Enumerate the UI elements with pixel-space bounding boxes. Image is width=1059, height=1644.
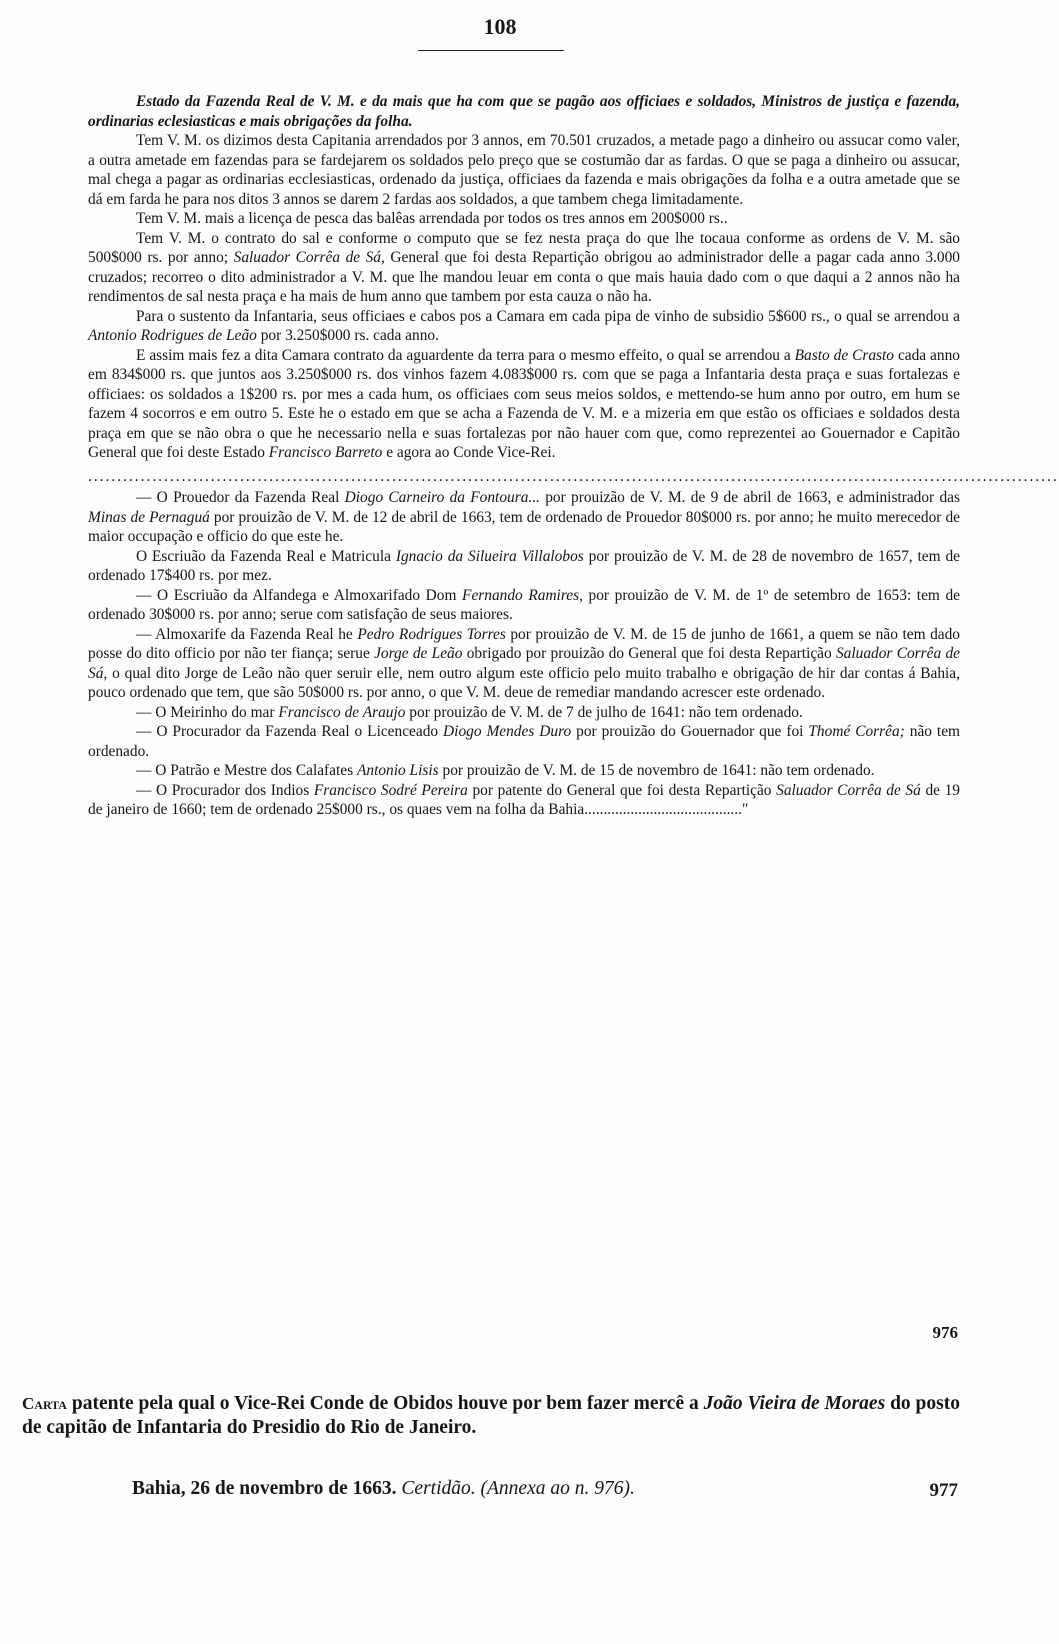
certidao-note: Certidão. (Annexa ao n. 976). bbox=[401, 1478, 635, 1499]
officer-patrao-calafates: — O Patrão e Mestre dos Calafates Antonio Lisis por prouizão de V. M. de 15 de novembro de 1641: não tem ordenado. bbox=[136, 762, 875, 779]
officer-escriuao-alfandega: — O Escriuão da Alfandega e Almoxarifado Dom Fernando Ramires, por prouizão de V. M. de 1º de setembro de 1653: tem de ordenado 30$000 rs. por anno; serue com satisfação de seus maiores. bbox=[88, 586, 960, 623]
document-976-body bbox=[88, 92, 1059, 820]
paragraph-sustento-infantaria: Para o sustento da Infantaria, seus officiaes e cabos pos a Camara em cada pipa de vinho de subsidio 5$600 rs., o qual se arrendou a Antonio Rodrigues de Leão por 3.250$000 rs. cada anno. bbox=[88, 307, 960, 344]
document-caption: Estado da Fazenda Real de V. M. e da mais que ha com que se pagão aos officiaes e soldados, Ministros de justiça e fazenda, ordinarias eclesiasticas e mais obrigações da folha. bbox=[88, 93, 960, 130]
document-number-976: 976 bbox=[932, 1323, 958, 1342]
officer-procurador-fazenda: — O Procurador da Fazenda Real o Licenceado Diogo Mendes Duro por prouizão do Gouernador que foi Thomé Corrêa; não tem ordenado. bbox=[88, 723, 960, 760]
paragraph-contrato-sal: Tem V. M. o contrato do sal e conforme o computo que se fez nesta praça do que lhe tocaua conforme as ordens de V. M. são 500$000 rs. por anno; Saluador Corrêa de Sá, General que foi desta Repartição obrigou ao administrador delle a pagar cada anno 3.000 cruzados; recorreo o dito administrador a V. M. que lhe mandou leuar em conta o que mais hauia dado com o que daqui a 2 annos não ha rendimentos de sal nesta praça e ha mais de hum anno que tambem por esta cauza o não ha. bbox=[88, 229, 960, 305]
carta-date-line: Bahia, 26 de novembro de 1663. Certidão. (Annexa ao n. 976). bbox=[132, 1478, 635, 1499]
carta-lead-word: Carta bbox=[22, 1394, 67, 1413]
paragraph-aguardente: E assim mais fez a dita Camara contrato da aguardente da terra para o mesmo effeito, o qual se arrendou a Basto de Crasto cada anno em 834$000 rs. que juntos aos 3.250$000 rs. dos vinhos fazem 4.083$000 rs. com que se paga a Infantaria desta praça e suas fortalezas e officiaes: os soldados a 1$200 rs. por mes a cada hum, os officiaes com seus meios soldos, e mettendo-se hum anno por outro, em hum se fazem 4 socorros e em outro 5. Este he o estado em que se acha a Fazenda de V. M. e a mizeria em que estão os officiaes e soldados desta praça em que se não obra o que he necessario nella e suas fortalezas por não hauer com que, como reprezentei ao Gouernador e Capitão General que foi deste Estado Francisco Barreto e agora ao Conde Vice-Rei. bbox=[88, 346, 960, 461]
ellipsis-divider: ...................................................................................................................................................................... bbox=[88, 467, 1059, 485]
officer-meirinho: — O Meirinho do mar Francisco de Araujo por prouizão de V. M. de 7 de julho de 1641: não tem ordenado. bbox=[136, 703, 803, 721]
header-rule bbox=[418, 50, 564, 51]
officer-escriuao-fazenda: O Escriuão da Fazenda Real e Matricula Ignacio da Silueira Villalobos por prouizão de V. M. de 28 de novembro de 1657, tem de ordenado 17$400 rs. por mez. bbox=[88, 547, 960, 584]
paragraph-pesca-baleas: Tem V. M. mais a licença de pesca das balêas arrendada por todos os tres annos em 200$000 rs.. bbox=[136, 210, 728, 227]
officer-procurador-indios: — O Procurador dos Indios Francisco Sodré Pereira por patente do General que foi desta Repartição Saluador Corrêa de Sá de 19 de janeiro de 1660; tem de ordenado 25$000 rs., os quaes vem na folha da Bahia........................................." bbox=[88, 781, 960, 818]
officer-prouedor: — O Prouedor da Fazenda Real Diogo Carneiro da Fontoura... por prouizão de V. M. de 9 de abril de 1663, e administrador das Minas de Pernaguá por prouizão de V. M. de 12 de abril de 1663, tem de ordenado de Prouedor 80$000 rs. por anno; he muito merecedor de maior occupação e officio do que este he. bbox=[88, 489, 960, 545]
carta-patente-summary: Carta patente pela qual o Vice-Rei Conde de Obidos houve por bem fazer mercê a João Vieira de Moraes do posto de capitão de Infantaria do Presidio do Rio de Janeiro. bbox=[22, 1393, 960, 1438]
document-number-977: 977 bbox=[929, 1480, 958, 1501]
officer-almoxarife: — Almoxarife da Fazenda Real he Pedro Rodrigues Torres por prouizão de V. M. de 15 de junho de 1661, a quem se não tem dado posse do dito officio por não ter fiança; serue Jorge de Leão obrigado por prouizão do General que foi desta Repartição Saluador Corrêa de Sá, o qual dito Jorge de Leão não quer seruir elle, nem outro algum este officio pelo muito trabalho e obrigação de hir dar contas á Bahia, pouco ordenado que tem, que são 50$000 rs. por anno, o que V. M. deue de remediar mandando acrescer este ordenado. bbox=[88, 625, 961, 701]
page-number: 108 bbox=[483, 14, 517, 39]
paragraph-dizimos: Tem V. M. os dizimos desta Capitania arrendados por 3 annos, em 70.501 cruzados, a metade pago a dinheiro ou assucar como valer, a outra ametade em fazendas para se fardejarem os soldados pelo preço que se costumão dar as fardas. O que se paga a dinheiro ou assucar, mal chega a pagar as ordinarias ecclesiasticas, ordenado da justiça, officiaes da fazenda e mais obrigações da folha e a outra ametade que se dá em farda he para nos ditos 3 annos se darem 2 fardas aos soldados, a que tambem chega limitadamente. bbox=[88, 132, 960, 208]
